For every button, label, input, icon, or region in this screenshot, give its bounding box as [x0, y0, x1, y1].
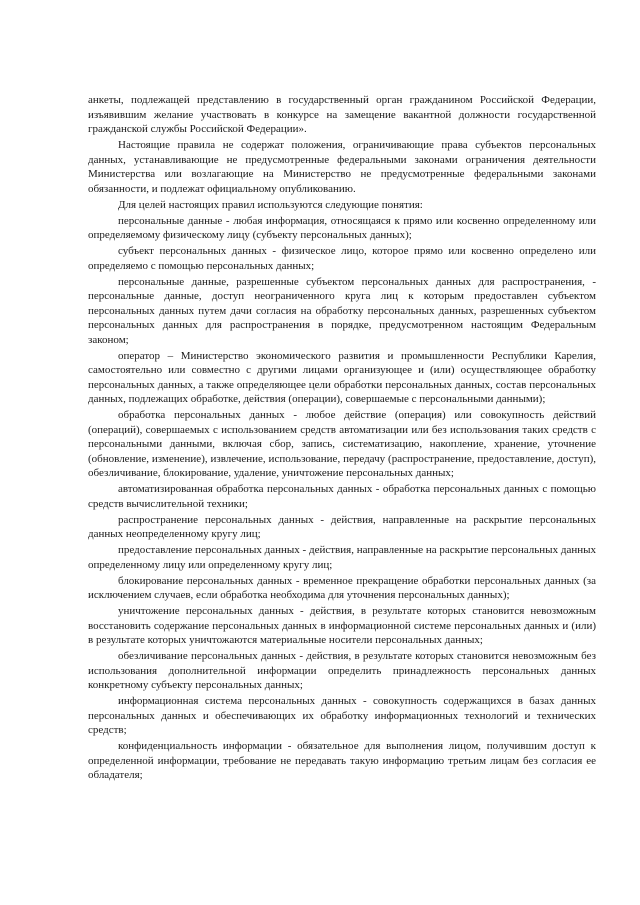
- definition-data-subject: субъект персональных данных - физическое лицо, которое прямо или косвенно определено или определяемо с помощью персональных данных;: [88, 245, 596, 272]
- definition-permitted-data: персональные данные, разрешенные субъектом персональных данных для распространения, - персональные данные, доступ неограниченного круга лиц к которым предоставлен субъектом персональных данных путем дачи согласия на обработку персональных данных, разрешенных субъектом персональных данных для распространения в порядке, предусмотренном настоящим Федеральным законом;: [88, 275, 596, 346]
- definition-operator: оператор – Министерство экономического развития и промышленности Республики Карелия, самостоятельно или совместно с другими лицами организующее и (или) осуществляющее обработку персональных данных, а также определяющее цели обработки персональных данных, состав персональных данных, подлежащих обработке, действия (операции), совершаемые с персональными данными);: [88, 349, 596, 405]
- definition-dissemination: распространение персональных данных - действия, направленные на раскрытие персональных данных неопределенному кругу лиц;: [88, 513, 596, 540]
- paragraph-definitions-intro: Для целей настоящих правил используются следующие понятия:: [118, 198, 423, 211]
- definition-processing: обработка персональных данных - любое действие (операция) или совокупность действий (операций), совершаемых с использованием средств автоматизации или без использования таких средств с персональными данными, включая сбор, запись, систематизацию, накопление, хранение, уточнение (обновление, изменение), извлечение, использование, передачу (распространение, предоставление, доступ), обезличивание, блокирование, удаление, уничтожение персональных данных;: [88, 409, 596, 479]
- definition-depersonalization: обезличивание персональных данных - действия, в результате которых становится невозможным без использования дополнительной информации определить принадлежность персональных данных конкретному субъекту персональных данных;: [88, 650, 596, 691]
- definition-provision: предоставление персональных данных - действия, направленные на раскрытие персональных данных определенному лицу или определенному кругу лиц;: [88, 544, 596, 571]
- definition-personal-data: персональные данные - любая информация, относящаяся к прямо или косвенно определенному или определяемому физическому лицу (субъекту персональных данных);: [88, 214, 596, 241]
- paragraph-continuation: анкеты, подлежащей представлению в государственный орган гражданином Российской Федерации, изъявившим желание участвовать в конкурсе на замещение вакантной должности государственной гражданской службы Российской Федерации».: [88, 94, 596, 135]
- definition-confidentiality: конфиденциальность информации - обязательное для выполнения лицом, получившим доступ к определенной информации, требование не передавать такую информацию третьим лицам без согласия ее обладателя;: [88, 740, 596, 781]
- paragraph-rules-scope: Настоящие правила не содержат положения, ограничивающие права субъектов персональных данных, устанавливающие не предусмотренные федеральными законами ограничения деятельности Министерства или возлагающие на Министерство не предусмотренные федеральными законами обязанности, и подлежат официальному опубликованию.: [88, 139, 596, 195]
- definition-blocking: блокирование персональных данных - временное прекращение обработки персональных данных (за исключением случаев, если обработка необходима для уточнения персональных данных);: [88, 574, 596, 601]
- definition-information-system: информационная система персональных данных - совокупность содержащихся в базах данных персональных данных и обеспечивающих их обработку информационных технологий и технических средств;: [88, 695, 596, 736]
- definition-automated-processing: автоматизированная обработка персональных данных - обработка персональных данных с помощью средств вычислительной техники;: [88, 483, 596, 510]
- document-page: [88, 93, 596, 784]
- definition-destruction: уничтожение персональных данных - действия, в результате которых становится невозможным восстановить содержание персональных данных в информационной системе персональных данных и (или) в результате которых уничтожаются материальные носители персональных данных;: [88, 605, 596, 646]
